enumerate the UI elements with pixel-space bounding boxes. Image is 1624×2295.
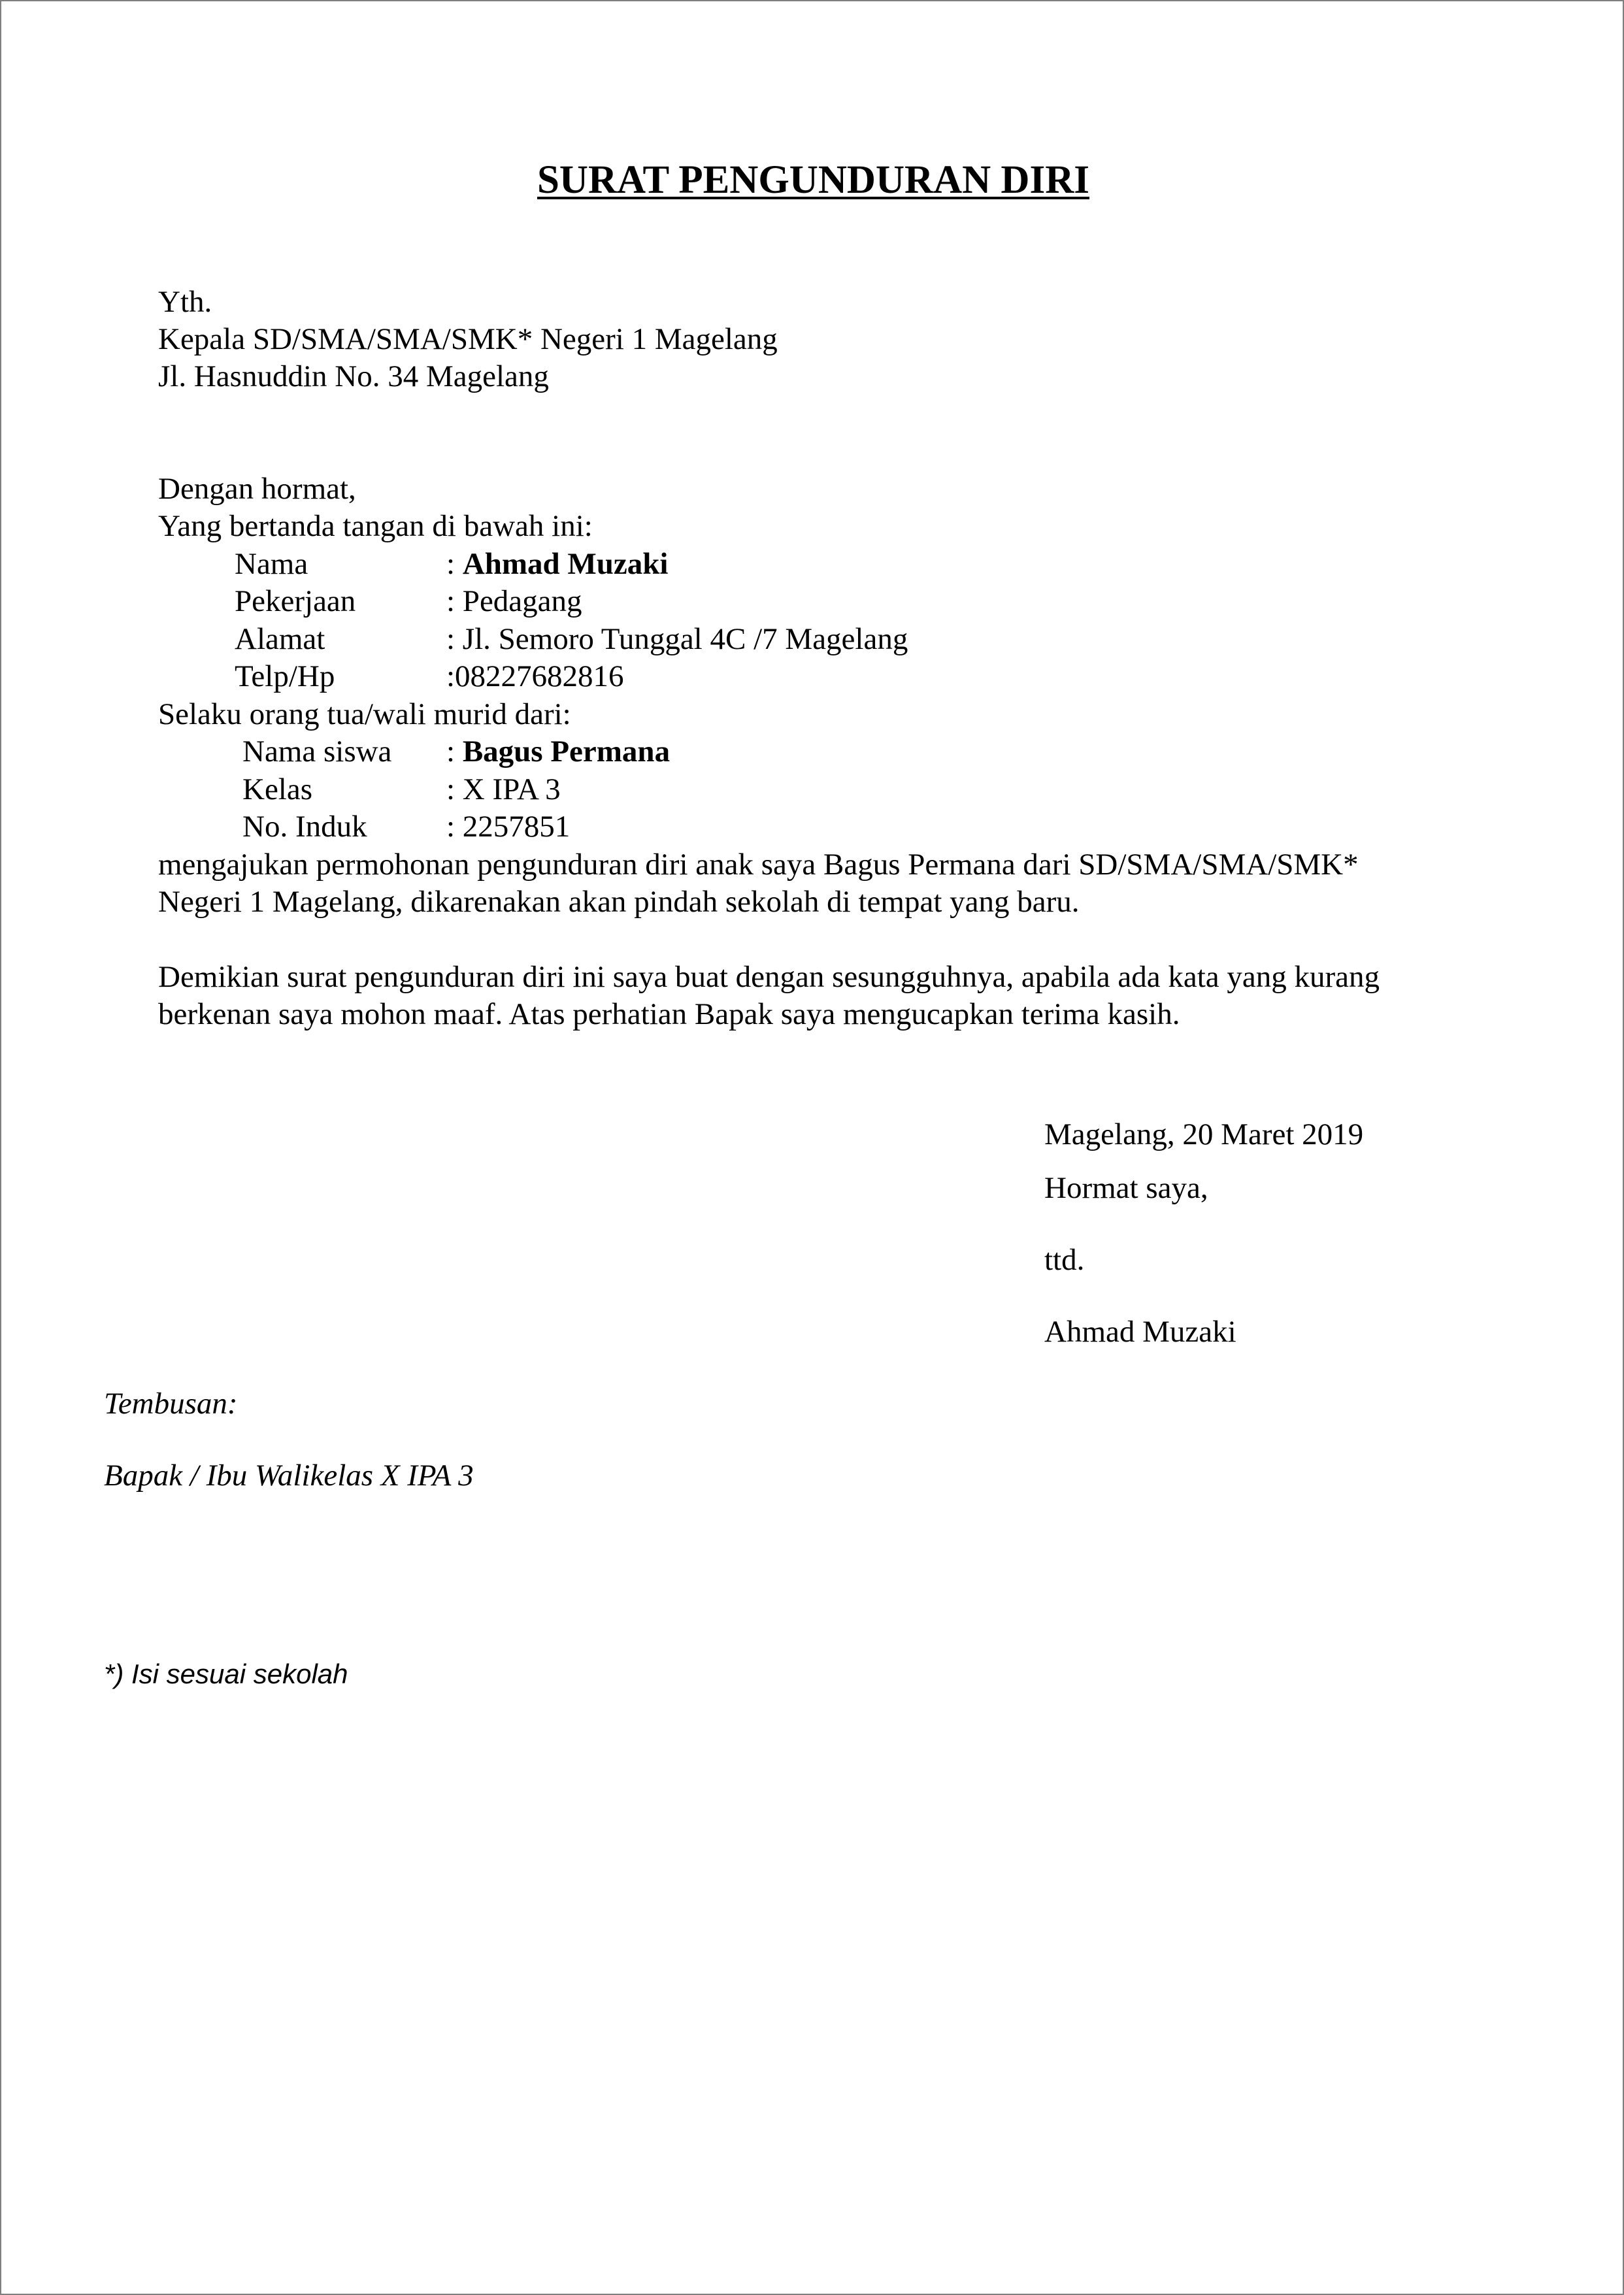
place-date: Magelang, 20 Maret 2019	[1044, 1117, 1364, 1151]
student-class-value: : X IPA 3	[446, 772, 561, 806]
parent-job-value: : Pedagang	[446, 584, 582, 618]
greeting: Dengan hormat,	[158, 472, 356, 506]
parent-name-value: Ahmad Muzaki	[462, 547, 669, 581]
student-name-label: Nama siswa	[242, 735, 392, 768]
regards: Hormat saya,	[1044, 1171, 1208, 1205]
parent-phone-label: Telp/Hp	[235, 659, 335, 693]
student-id-label: No. Induk	[242, 810, 367, 844]
request-paragraph-line2: Negeri 1 Magelang, dikarenakan akan pindah sekolah di tempat yang baru.	[158, 885, 1080, 919]
parent-address-value: : Jl. Semoro Tunggal 4C /7 Magelang	[446, 622, 908, 656]
signer-name: Ahmad Muzaki	[1044, 1315, 1236, 1349]
student-class-label: Kelas	[242, 772, 313, 806]
recipient-address: Jl. Hasnuddin No. 34 Magelang	[158, 359, 549, 393]
parent-job-label: Pekerjaan	[235, 584, 356, 618]
parent-address-label: Alamat	[235, 622, 325, 656]
parent-name-label: Nama	[235, 547, 308, 581]
student-id-value: : 2257851	[446, 810, 571, 844]
closing-paragraph-line1: Demikian surat pengunduran diri ini saya buat dengan sesungguhnya, apabila ada kata yang kurang	[158, 960, 1380, 994]
parent-phone-value: :08227682816	[446, 659, 624, 693]
footnote: *) Isi sesuai sekolah	[104, 1659, 348, 1689]
recipient-name: Kepala SD/SMA/SMA/SMK* Negeri 1 Magelang	[158, 322, 778, 356]
cc-label: Tembusan:	[104, 1387, 238, 1421]
closing-paragraph-line2: berkenan saya mohon maaf. Atas perhatian Bapak saya mengucapkan terima kasih.	[158, 997, 1180, 1031]
parent-name-row-value	[446, 549, 669, 580]
student-name-value: Bagus Permana	[462, 735, 671, 768]
parent-name-colon: :	[446, 547, 463, 581]
cc-recipient: Bapak / Ibu Walikelas X IPA 3	[104, 1459, 474, 1493]
letter-title: SURAT PENGUNDURAN DIRI	[537, 158, 1090, 202]
student-intro-line: Selaku orang tua/wali murid dari:	[158, 697, 571, 731]
student-name-row-value	[446, 736, 670, 767]
intro-line: Yang bertanda tangan di bawah ini:	[158, 509, 593, 543]
recipient-salutation: Yth.	[158, 285, 212, 319]
request-paragraph-line1: mengajukan permohonan pengunduran diri anak saya Bagus Permana dari SD/SMA/SMA/SMK*	[158, 848, 1359, 882]
student-name-colon: :	[446, 735, 463, 768]
signed-mark: ttd.	[1044, 1243, 1085, 1277]
